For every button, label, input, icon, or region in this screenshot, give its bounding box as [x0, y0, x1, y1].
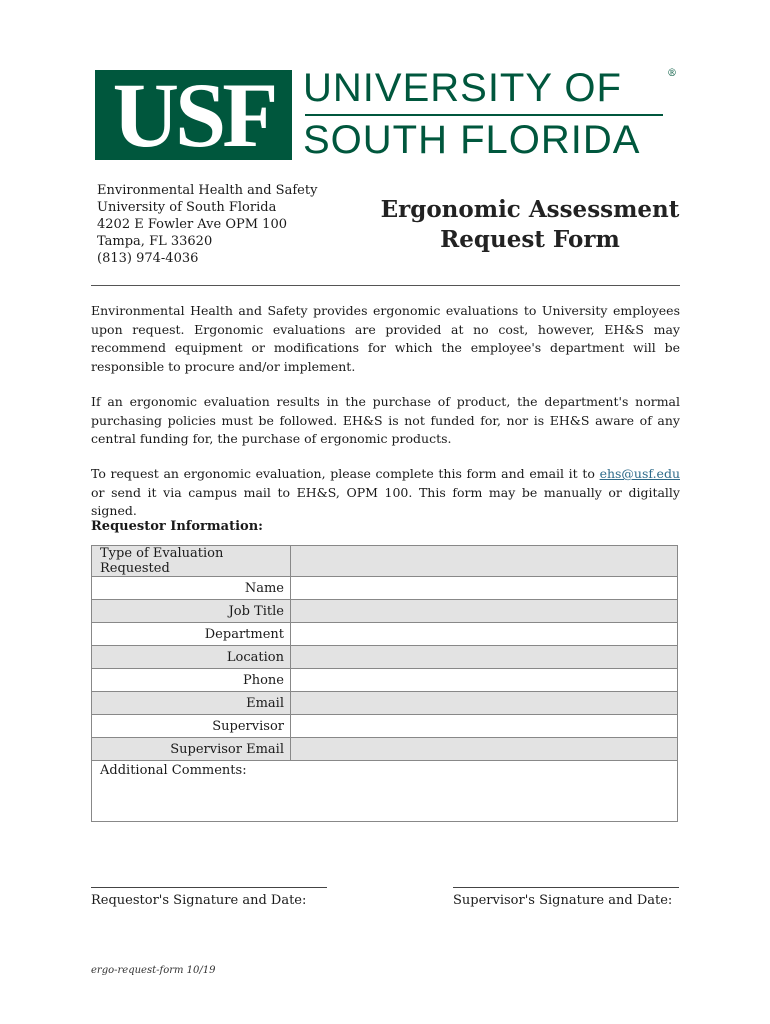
form-title — [380, 195, 680, 255]
table-row — [92, 623, 678, 646]
field-label-email: Email — [92, 692, 291, 715]
form-version-footer: ergo-request-form 10/19 — [91, 965, 216, 976]
supervisor-signature-line[interactable] — [453, 887, 679, 888]
field-input-phone[interactable] — [291, 669, 678, 692]
field-label-name: Name — [92, 577, 291, 600]
table-row — [92, 715, 678, 738]
registered-mark: ® — [667, 68, 677, 79]
table-row — [92, 669, 678, 692]
field-label-phone: Phone — [92, 669, 291, 692]
table-row — [92, 738, 678, 761]
address-line: 4202 E Fowler Ave OPM 100 — [97, 217, 287, 232]
field-label-location: Location — [92, 646, 291, 669]
table-row — [92, 761, 678, 822]
request-text-before: To request an ergonomic evaluation, please complete this form and email it to — [91, 466, 600, 481]
intro-paragraph: Environmental Health and Safety provides ergonomic evaluations to University employees upon request. Ergonomic evaluations are provided at no cost, however, EH&S may recommend equipment or modifications for which the employee's department will be responsible to procure and/or implement. — [91, 303, 680, 374]
logo-rule — [305, 114, 663, 116]
table-row — [92, 692, 678, 715]
address-line: Tampa, FL 33620 — [97, 234, 213, 249]
field-input-location[interactable] — [291, 646, 678, 669]
email-link[interactable]: ehs@usf.edu — [599, 466, 680, 481]
form-title-line1: Ergonomic Assessment — [380, 196, 680, 223]
field-label-supervisor: Supervisor — [92, 715, 291, 738]
logo-abbrev: USF — [95, 70, 292, 160]
table-row — [92, 600, 678, 623]
additional-comments-field[interactable] — [92, 761, 678, 822]
field-input-job-title[interactable] — [291, 600, 678, 623]
purchasing-paragraph: If an ergonomic evaluation results in the purchase of product, the department's normal purchasing policies must be followed. EH&S is not funded for, nor is EH&S aware of any central funding for, the purchase of ergonomic products. — [91, 394, 680, 446]
header-divider — [91, 285, 680, 286]
field-input-email[interactable] — [291, 692, 678, 715]
field-input-name[interactable] — [291, 577, 678, 600]
requestor-signature-label: Requestor's Signature and Date: — [91, 893, 307, 908]
requestor-form-table — [91, 545, 678, 822]
field-input-supervisor-email[interactable] — [291, 738, 678, 761]
office-address — [97, 182, 317, 267]
requestor-heading: Requestor Information: — [91, 519, 263, 534]
request-paragraph — [91, 465, 680, 521]
field-input-department[interactable] — [291, 623, 678, 646]
additional-comments-label: Additional Comments: — [100, 763, 247, 778]
supervisor-signature-label: Supervisor's Signature and Date: — [453, 893, 673, 908]
field-label-evaluation-type: Type of Evaluation Requested — [92, 546, 291, 577]
table-row — [92, 646, 678, 669]
address-line: University of South Florida — [97, 200, 277, 215]
table-row — [92, 577, 678, 600]
table-row — [92, 546, 678, 577]
address-phone: (813) 974-4036 — [97, 251, 199, 266]
field-label-job-title: Job Title — [92, 600, 291, 623]
field-input-supervisor[interactable] — [291, 715, 678, 738]
form-title-line2: Request Form — [440, 226, 620, 253]
logo-university-of: UNIVERSITY OF — [303, 66, 622, 110]
field-label-supervisor-email: Supervisor Email — [92, 738, 291, 761]
request-text-after: or send it via campus mail to EH&S, OPM 100. This form may be manually or digitally signed. — [91, 484, 680, 518]
address-line: Environmental Health and Safety — [97, 183, 318, 198]
usf-logo — [95, 64, 677, 166]
field-input-evaluation-type[interactable] — [291, 546, 678, 577]
logo-south-florida: SOUTH FLORIDA — [303, 118, 641, 162]
requestor-signature-line[interactable] — [91, 887, 327, 888]
field-label-department: Department — [92, 623, 291, 646]
